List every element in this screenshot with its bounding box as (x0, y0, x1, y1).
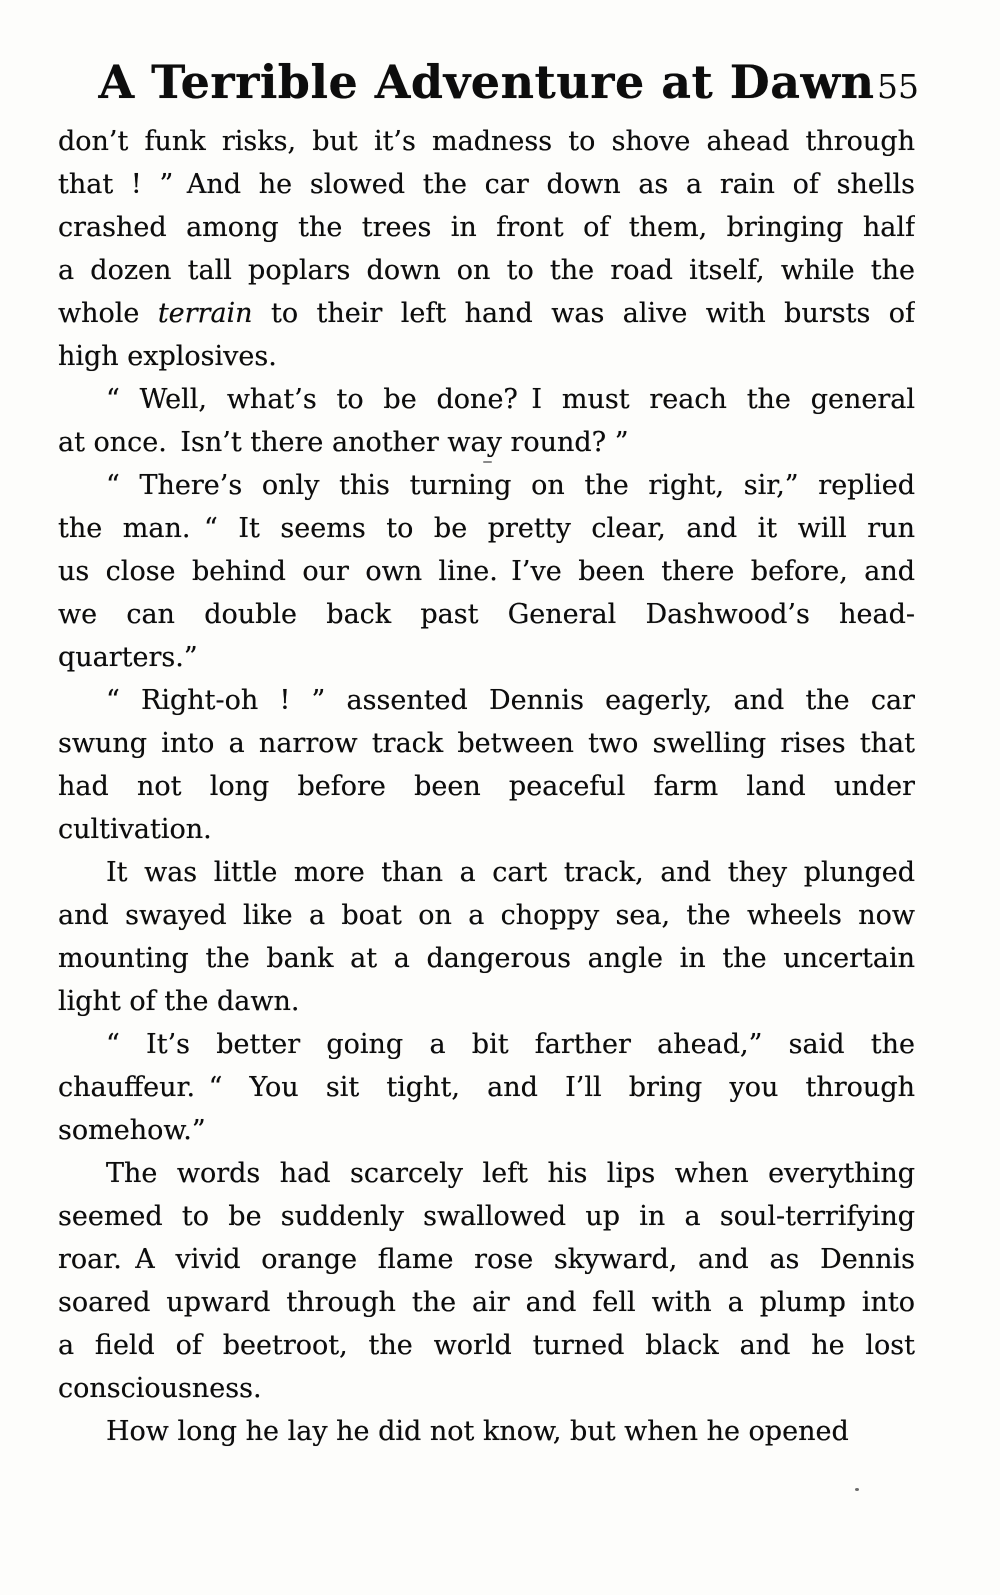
text-line: a dozen tall poplars down on to the road itself, while the (58, 255, 915, 286)
scan-artifact (483, 461, 492, 463)
text-line: us close behind our own line. I’ve been there before, and (58, 556, 915, 587)
text-line: seemed to be suddenly swallowed up in a soul-terrifying (58, 1201, 915, 1232)
text-line: crashed among the trees in front of them, bringing half (58, 212, 915, 243)
page-header (58, 50, 919, 114)
text-line: swung into a narrow track between two swelling rises that (58, 728, 915, 759)
text-line: whole terrain to their left hand was alive with bursts of (58, 298, 915, 329)
text-line: that ! ” And he slowed the car down as a rain of shells (58, 169, 915, 200)
paragraph (58, 1023, 915, 1152)
text-line: had not long before been peaceful farm land under (58, 771, 915, 802)
text-line: chauffeur. “ You sit tight, and I’ll bring you through (58, 1072, 915, 1103)
text-line: “ Right-oh ! ” assented Dennis eagerly, and the car (106, 685, 915, 716)
paragraph (58, 851, 915, 1023)
text-line: “ There’s only this turning on the right, sir,” replied (106, 470, 915, 501)
text-line: at once. Isn’t there another way round? ” (58, 427, 629, 458)
text-line: How long he lay he did not know, but when he opened (106, 1416, 849, 1447)
scan-artifact (855, 1488, 859, 1491)
text-line: roar. A vivid orange flame rose skyward, and as Dennis (58, 1244, 915, 1275)
text-line: consciousness. (58, 1373, 262, 1404)
text-line: and swayed like a boat on a choppy sea, the wheels now (58, 900, 915, 931)
text-line: It was little more than a cart track, and they plunged (106, 857, 915, 888)
text-line: mounting the bank at a dangerous angle in the uncertain (58, 943, 915, 974)
text-line: soared upward through the air and fell with a plump into (58, 1287, 915, 1318)
text-line: high explosives. (58, 341, 277, 372)
paragraph (58, 1410, 915, 1453)
paragraph (58, 464, 915, 679)
text-line: light of the dawn. (58, 986, 300, 1017)
text-line: don’t funk risks, but it’s madness to shove ahead through (58, 126, 915, 157)
text-line: “ It’s better going a bit farther ahead,” said the (106, 1029, 915, 1060)
text-line: quarters.” (58, 642, 198, 673)
page-body (58, 120, 915, 1453)
page-title: A Terrible Adventure at Dawn (98, 55, 875, 109)
text-line: we can double back past General Dashwood’s head- (58, 599, 915, 630)
text-line: the man. “ It seems to be pretty clear, and it will run (58, 513, 915, 544)
text-line: The words had scarcely left his lips when everything (106, 1158, 915, 1189)
text-line: cultivation. (58, 814, 212, 845)
text-line: “ Well, what’s to be done? I must reach the general (106, 384, 915, 415)
paragraph (58, 120, 915, 378)
paragraph (58, 679, 915, 851)
page-number: 55 (877, 67, 919, 106)
paragraph (58, 378, 915, 464)
text-line: somehow.” (58, 1115, 206, 1146)
text-line: a field of beetroot, the world turned black and he lost (58, 1330, 915, 1361)
paragraph (58, 1152, 915, 1410)
